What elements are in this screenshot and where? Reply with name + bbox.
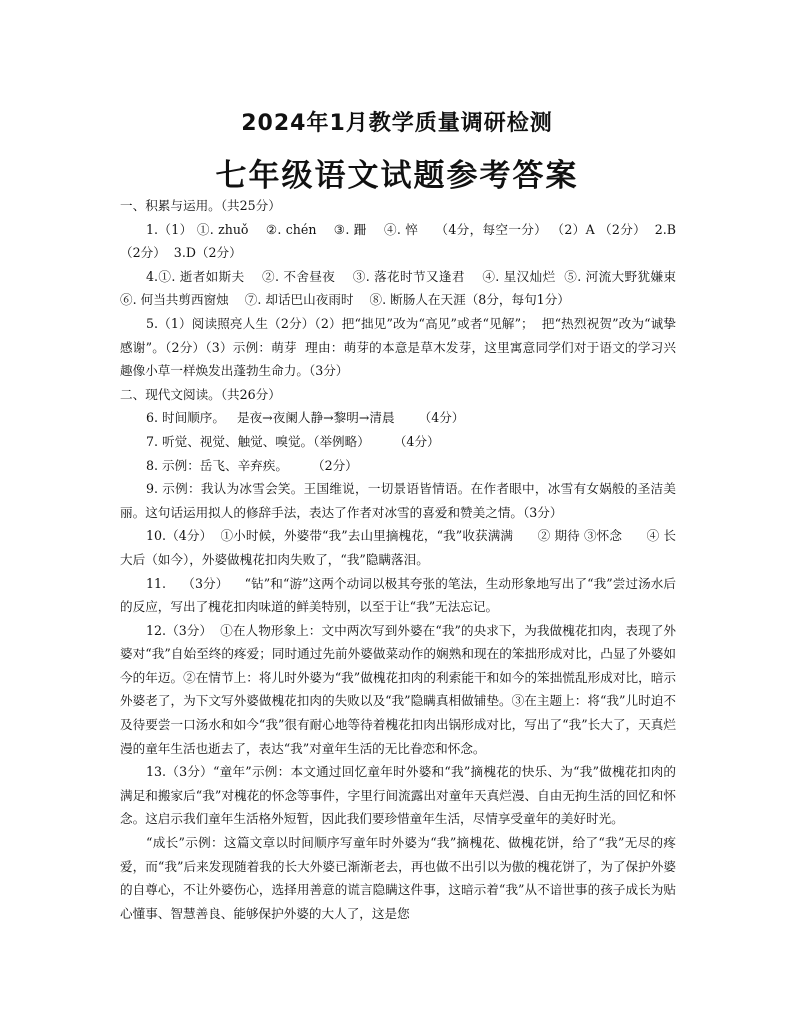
- answer-1-3: 1.（1） ①. zhuǒ ②. chén ③. 跚 ④. 悴 （4分，每空一分） （2）A （2分） 2.B（2分） 3.D（2分）: [120, 221, 676, 261]
- document-subtitle: 七年级语文试题参考答案: [215, 158, 579, 194]
- answer-4: 4.①. 逝者如斯夫 ②. 不舍昼夜 ③. 落花时节又逢君 ④. 星汉灿烂 ⑤. 河流大野犹嫌束 ⑥. 何当共剪西窗烛 ⑦. 却话巴山夜雨时 ⑧. 断肠人在天涯（8分，每句1分）: [120, 268, 693, 308]
- answer-5: 5.（1）阅读照亮人生（2分）（2）把“拙见”改为“高见”或者“见解”； 把“热烈祝贺”改为“诚挚感谢”。（2分）（3）示例：萌芽 理由：萌芽的本意是草木发芽，这里寓意同学们对于语文的学习兴趣像小草一样焕发出蓬勃生命力。（3分）: [120, 315, 676, 379]
- section-heading-1: 一、积累与运用。（共25分）: [120, 198, 281, 213]
- answer-9: 9. 示例：我认为冰雪会笑。王国维说，一切景语皆情语。在作者眼中，冰雪有女娲般的圣洁美丽。这句话运用拟人的修辞手法，表达了作者对冰雪的喜爱和赞美之情。（3分）: [120, 481, 676, 520]
- answer-13-growth: “成长”示例：这篇文章以时间顺序写童年时外婆为“我”摘槐花、做槐花饼，给了“我”无尽的疼爱，而“我”后来发现随着我的长大外婆已渐渐老去，再也做不出引以为傲的槐花饼了，为了保护外婆的自尊心，不让外婆伤心，选择用善意的谎言隐瞒这件事，这暗示着“我”从不谙世事的孩子成长为贴心懂事、智慧善良、能够保护外婆的大人了，这是您: [120, 835, 676, 921]
- answer-12: 12.（3分） ①在人物形象上：文中两次写到外婆在“我”的央求下，为我做槐花扣肉，表现了外婆对“我”自始至终的疼爱；同时通过先前外婆做菜动作的娴熟和现在的笨拙形成对比，凸显了外婆如今的年迈。②在情节上：将儿时外婆为“我”做槐花扣肉的利索能干和如今的笨拙慌乱形成对比，暗示外婆老了，为下文写外婆做槐花扣肉的失败以及“我”隐瞒真相做铺垫。③在主题上：将“我”儿时迫不及待要尝一口汤水和如今“我”很有耐心地等待着槐花扣肉出锅形成对比，写出了“我”长大了，天真烂漫的童年生活也逝去了，表达“我”对童年生活的无比眷恋和怀念。: [120, 622, 676, 756]
- answer-6: 6. 时间顺序。 是夜→夜阑人静→黎明→清晨 （4分）: [146, 410, 465, 426]
- section-heading-2: 二、现代文阅读。（共26分）: [120, 386, 281, 402]
- answer-11: 11. （3分） “钻”和“游”这两个动词以极其夸张的笔法，生动形象地写出了“我”尝过汤水后的反应，写出了槐花扣肉味道的鲜美特别，以至于让“我”无法忘记。: [120, 575, 676, 615]
- answer-8: 8. 示例：岳飞、辛弃疾。 （2分）: [146, 457, 358, 473]
- answer-10: 10.（4分） ①小时候，外婆带“我”去山里摘槐花，“我”收获满满 ② 期待 ③怀念 ④ 长大后（如今），外婆做槐花扣肉失败了，“我”隐瞒落泪。: [120, 528, 676, 567]
- answer-body: [120, 194, 693, 925]
- document-title: 2024年1月教学质量调研检测: [241, 111, 553, 136]
- answer-13-childhood: 13.（3分）“童年”示例：本文通过回忆童年时外婆和“我”摘槐花的快乐、为“我”做槐花扣肉的满足和搬家后“我”对槐花的怀念等事件，字里行间流露出对童年天真烂漫、自由无拘生活的回忆和怀念。这启示我们童年生活格外短暂，因此我们要珍惜童年生活，尽情享受童年的美好时光。: [120, 764, 676, 827]
- answer-7: 7. 听觉、视觉、触觉、嗅觉。（举例略） （4分）: [146, 433, 440, 449]
